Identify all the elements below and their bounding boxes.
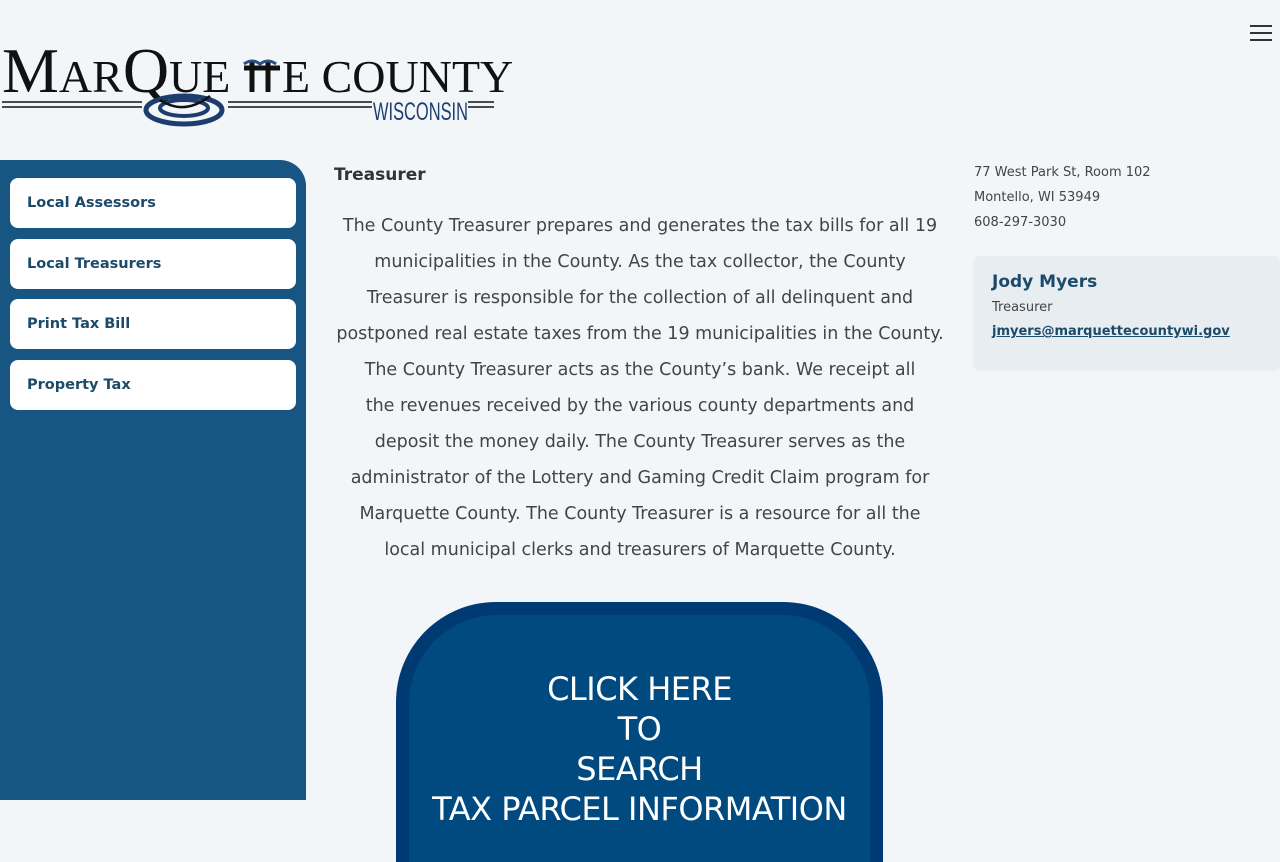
sidebar-item-label: Local Assessors: [27, 195, 156, 211]
search-button-line: TAX PARCEL INFORMATION: [432, 790, 847, 828]
intro-paragraph: [334, 208, 946, 568]
search-button-line: CLICK HERE: [547, 670, 732, 708]
phone-number: 608-297-3030: [974, 215, 1067, 230]
logo-title-part2: E COUNTY: [282, 51, 514, 102]
intro-line: the revenues received by the various county departments and: [365, 396, 915, 416]
sidebar-item-local-assessors[interactable]: [10, 178, 296, 228]
intro-line: Treasurer is responsible for the collection of all delinquent and: [366, 288, 914, 308]
staff-name: Jody Myers: [992, 272, 1098, 292]
sidebar-item-local-treasurers[interactable]: [10, 239, 296, 289]
address-line-1: 77 West Park St, Room 102: [974, 165, 1151, 180]
sidebar-nav: [0, 160, 306, 800]
staff-role: Treasurer: [992, 300, 1053, 315]
intro-line: postponed real estate taxes from the 19 municipalities in the County.: [336, 324, 944, 344]
intro-line: municipalities in the County. As the tax collector, the County: [374, 252, 906, 272]
sidebar-item-property-tax[interactable]: [10, 360, 296, 410]
sidebar-item-label: Property Tax: [27, 377, 131, 393]
page-title: Treasurer: [334, 165, 426, 185]
intro-line: The County Treasurer acts as the County’s bank. We receipt all: [364, 360, 916, 380]
search-tax-parcel-button-face[interactable]: [409, 615, 870, 862]
address-line-2: Montello, WI 53949: [974, 190, 1101, 205]
contact-panel: [974, 160, 1280, 339]
intro-line: Marquette County. The County Treasurer is a resource for all the: [359, 504, 921, 524]
logo-subtitle: WISCONSIN: [373, 98, 468, 126]
site-header: [0, 0, 1280, 150]
intro-line: The County Treasurer prepares and generates the tax bills for all 19: [342, 216, 938, 236]
marquette-county-logo[interactable]: [0, 30, 514, 135]
sidebar-item-label: Print Tax Bill: [27, 316, 131, 332]
staff-email-link[interactable]: jmyers@marquettecountywi.gov: [992, 324, 1230, 339]
sidebar-item-print-tax-bill[interactable]: [10, 299, 296, 349]
bird-icon: [244, 60, 280, 92]
hamburger-menu-icon[interactable]: [1248, 22, 1274, 44]
sidebar-item-label: Local Treasurers: [27, 256, 162, 272]
logo-title-part1: MARQUE: [2, 35, 231, 106]
intro-line: administrator of the Lottery and Gaming Credit Claim program for: [350, 468, 930, 488]
intro-line: local municipal clerks and treasurers of Marquette County.: [384, 540, 896, 560]
intro-line: deposit the money daily. The County Treasurer serves as the: [374, 432, 906, 452]
staff-card: [974, 256, 1280, 368]
search-tax-parcel-button[interactable]: [396, 602, 883, 862]
search-button-line: SEARCH: [576, 750, 703, 788]
ripple-icon: [146, 96, 222, 124]
search-button-line: TO: [617, 710, 662, 748]
